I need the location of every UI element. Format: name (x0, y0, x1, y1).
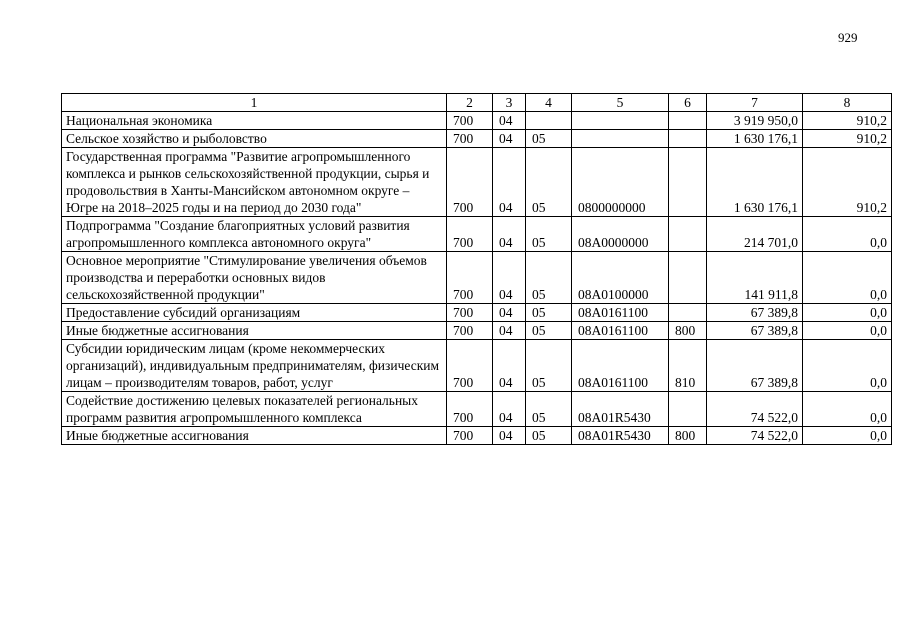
table-row (62, 427, 892, 445)
row-col3-cell: 04 (493, 217, 526, 252)
row-col2-cell: 700 (447, 427, 493, 445)
row-col7-cell: 74 522,0 (707, 392, 803, 427)
row-col7-cell: 1 630 176,1 (707, 148, 803, 217)
budget-table (61, 93, 892, 445)
table-row (62, 252, 892, 304)
row-col7-cell: 1 630 176,1 (707, 130, 803, 148)
row-col4-cell: 05 (526, 392, 572, 427)
row-col6-cell (669, 130, 707, 148)
table-row (62, 112, 892, 130)
row-col7-cell: 214 701,0 (707, 217, 803, 252)
column-header: 2 (447, 94, 493, 112)
row-col6-cell (669, 112, 707, 130)
row-col6-cell (669, 148, 707, 217)
row-name-cell: Иные бюджетные ассигнования (62, 322, 447, 340)
row-col7-cell: 67 389,8 (707, 304, 803, 322)
row-col5-cell: 08А0161100 (572, 322, 669, 340)
row-col6-cell: 810 (669, 340, 707, 392)
row-col3-cell: 04 (493, 340, 526, 392)
row-col4-cell: 05 (526, 322, 572, 340)
table-body (62, 94, 892, 445)
row-col2-cell: 700 (447, 130, 493, 148)
table-row (62, 217, 892, 252)
row-col8-cell: 910,2 (803, 148, 892, 217)
row-col4-cell: 05 (526, 304, 572, 322)
row-col7-cell: 67 389,8 (707, 340, 803, 392)
column-header: 5 (572, 94, 669, 112)
column-header: 1 (62, 94, 447, 112)
row-col2-cell: 700 (447, 392, 493, 427)
row-col8-cell: 0,0 (803, 340, 892, 392)
row-col4-cell (526, 112, 572, 130)
row-col8-cell: 0,0 (803, 217, 892, 252)
row-col3-cell: 04 (493, 322, 526, 340)
table-row (62, 304, 892, 322)
row-col4-cell: 05 (526, 252, 572, 304)
row-name-cell: Иные бюджетные ассигнования (62, 427, 447, 445)
row-name-cell: Государственная программа "Развитие агропромышленного комплекса и рынков сельскохозяйственной продукции, сырья и продовольствия в Ханты-Мансийском автономном округе – Югре на 2018–2025 годы и на период до 2030 года" (62, 148, 447, 217)
row-col3-cell: 04 (493, 252, 526, 304)
column-header: 6 (669, 94, 707, 112)
row-col8-cell: 0,0 (803, 322, 892, 340)
page-number: 929 (838, 30, 858, 45)
row-col4-cell: 05 (526, 130, 572, 148)
row-name-cell: Основное мероприятие "Стимулирование увеличения объемов производства и переработки основных видов сельскохозяйственной продукции" (62, 252, 447, 304)
row-col3-cell: 04 (493, 392, 526, 427)
row-col8-cell: 0,0 (803, 252, 892, 304)
row-col8-cell: 0,0 (803, 392, 892, 427)
row-col2-cell: 700 (447, 148, 493, 217)
table-header-row (62, 94, 892, 112)
row-name-cell: Субсидии юридическим лицам (кроме некоммерческих организаций), индивидуальным предпринимателям, физическим лицам – производителям товаров, работ, услуг (62, 340, 447, 392)
row-col7-cell: 74 522,0 (707, 427, 803, 445)
row-col8-cell: 0,0 (803, 427, 892, 445)
column-header: 8 (803, 94, 892, 112)
row-col7-cell: 3 919 950,0 (707, 112, 803, 130)
row-name-cell: Предоставление субсидий организациям (62, 304, 447, 322)
row-col7-cell: 67 389,8 (707, 322, 803, 340)
row-col5-cell: 08А0000000 (572, 217, 669, 252)
row-col5-cell: 08А01R5430 (572, 392, 669, 427)
row-col6-cell (669, 304, 707, 322)
row-col6-cell: 800 (669, 427, 707, 445)
row-col3-cell: 04 (493, 427, 526, 445)
table-row (62, 340, 892, 392)
row-col6-cell (669, 392, 707, 427)
row-col5-cell: 08А0161100 (572, 340, 669, 392)
row-col3-cell: 04 (493, 148, 526, 217)
row-col3-cell: 04 (493, 130, 526, 148)
row-col6-cell (669, 217, 707, 252)
row-col4-cell: 05 (526, 217, 572, 252)
row-col5-cell: 0800000000 (572, 148, 669, 217)
column-header: 3 (493, 94, 526, 112)
row-col2-cell: 700 (447, 304, 493, 322)
row-col2-cell: 700 (447, 112, 493, 130)
row-col4-cell: 05 (526, 427, 572, 445)
row-col8-cell: 0,0 (803, 304, 892, 322)
row-col6-cell: 800 (669, 322, 707, 340)
row-col5-cell: 08А0161100 (572, 304, 669, 322)
row-name-cell: Национальная экономика (62, 112, 447, 130)
row-col2-cell: 700 (447, 322, 493, 340)
row-col4-cell: 05 (526, 148, 572, 217)
row-col8-cell: 910,2 (803, 130, 892, 148)
table-row (62, 392, 892, 427)
row-name-cell: Подпрограмма "Создание благоприятных условий развития агропромышленного комплекса автономного округа" (62, 217, 447, 252)
row-col6-cell (669, 252, 707, 304)
row-col5-cell: 08А01R5430 (572, 427, 669, 445)
row-col7-cell: 141 911,8 (707, 252, 803, 304)
row-col4-cell: 05 (526, 340, 572, 392)
column-header: 4 (526, 94, 572, 112)
row-col8-cell: 910,2 (803, 112, 892, 130)
row-col3-cell: 04 (493, 112, 526, 130)
row-col2-cell: 700 (447, 340, 493, 392)
table-row (62, 130, 892, 148)
row-col3-cell: 04 (493, 304, 526, 322)
column-header: 7 (707, 94, 803, 112)
row-col5-cell (572, 130, 669, 148)
table-row (62, 148, 892, 217)
row-name-cell: Содействие достижению целевых показателей региональных программ развития агропромышленного комплекса (62, 392, 447, 427)
row-col5-cell: 08А0100000 (572, 252, 669, 304)
row-name-cell: Сельское хозяйство и рыболовство (62, 130, 447, 148)
row-col2-cell: 700 (447, 217, 493, 252)
table-row (62, 322, 892, 340)
row-col2-cell: 700 (447, 252, 493, 304)
row-col5-cell (572, 112, 669, 130)
